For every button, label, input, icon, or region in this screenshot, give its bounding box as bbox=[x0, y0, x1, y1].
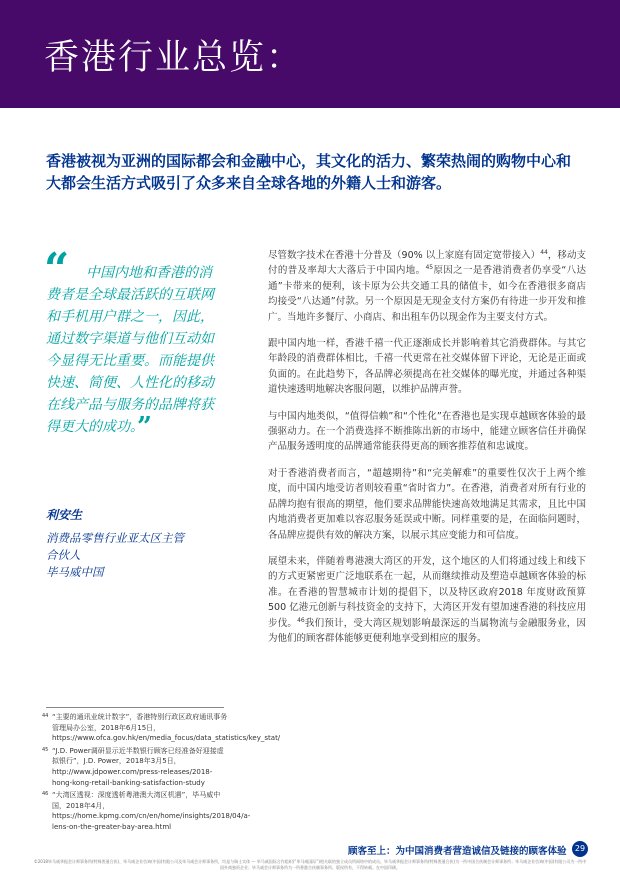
pull-quote-text: 中国内地和香港的消费者是全球最活跃的互联网和手机用户群之一，因此，通过数字渠道与他们互动如今显得无比重要。而能提供快速、简便、人性化的移动在线产品与服务的品牌将获得更大的成功。 bbox=[46, 265, 214, 435]
attribution-name: 利安生 bbox=[46, 508, 83, 522]
body-paragraph: 对于香港消费者而言，“超越期待”和“完美解难”的重要性仅次于上两个维度，而中国内地受访者则较看重“省时省力”。在香港，消费者对所有行业的品牌均抱有很高的期望，他们要求品牌能快速高效地满足其需求，且比中国内地消费者更加难以容忍服务延误或中断。同样重要的是，在面临问题时，各品牌应提供有效的解决方案，以展示其应变能力和可信度。 bbox=[268, 467, 586, 541]
body-paragraph bbox=[268, 248, 586, 325]
body-text-column bbox=[268, 248, 586, 657]
footnote-ref[interactable]: 44 bbox=[540, 248, 548, 256]
body-text: 尽管数字技术在香港十分普及（90% 以上家庭有固定宽带接入） bbox=[268, 250, 541, 261]
running-footer-title: 顾客至上：为中国消费者营造诚信及链接的顾客体验 bbox=[348, 846, 567, 857]
footnote-number: 46 bbox=[42, 791, 49, 798]
footnote-text[interactable]: “大湾区透视：深度透析粤港澳大湾区机遇”，毕马威中国，2018年4月，https://home.kpmg.com/cn/en/home/insights/2018/04/a-lens-on-the-greater-bay-area.html bbox=[52, 791, 251, 831]
footnote-ref[interactable]: 45 bbox=[425, 264, 434, 272]
footnote-text[interactable]: “J.D. Power调研显示近半数银行顾客已经准备好迎接虚拟银行”，J.D. Power，2018年3月5日，http://www.jdpower.com/press-releases/2018-hong-kong-retail-banking-satisfaction-study bbox=[52, 746, 224, 787]
footnote-item bbox=[42, 746, 230, 788]
body-text: 我们预计，受大湾区规划影响最深远的当属物流与金融服务业，因为他们的顾客群体能够更便利地享受到相应的服务。 bbox=[268, 617, 586, 644]
intro-paragraph: 香港被视为亚洲的国际都会和金融中心，其文化的活力、繁荣热闹的购物中心和大都会生活方式吸引了众多来自全球各地的外籍人士和游客。 bbox=[46, 152, 572, 192]
footnote-text[interactable]: “主要的通讯业统计数字”，香港特别行政区政府通讯事务管理局办公室，2018年6月15日，https://www.ofca.gov.hk/en/media_focus/data_statistics/key_stat/ bbox=[52, 713, 281, 743]
quote-attribution bbox=[46, 506, 226, 581]
body-paragraph: 跟中国内地一样，香港千禧一代正逐渐成长并影响着其它消费群体。与其它年龄段的消费群体相比，千禧一代更常在社交媒体留下评论，无论是正面或负面的。在此趋势下，各品牌必须提高在社交媒体的曝光度，并通过各种渠道快速透明地解决客服问题，以维护品牌声誉。 bbox=[268, 338, 586, 396]
attribution-company: 毕马威中国 bbox=[46, 565, 104, 579]
body-paragraph: 与中国内地类似，“值得信赖”和“个性化”在香港也是实现卓越顾客体验的最强驱动力。在一个消费选择不断推陈出新的市场中，能建立顾客信任并确保产品服务透明度的品牌通常能获得更高的顾客推荐值和忠诚度。 bbox=[268, 410, 586, 453]
footnote-ref[interactable]: 46 bbox=[297, 616, 305, 624]
footnotes bbox=[42, 712, 281, 835]
footnote-divider bbox=[46, 707, 224, 708]
footnote-item bbox=[42, 712, 281, 744]
body-text: ，移动支付的普及率却大大落后于中国内地。 bbox=[268, 250, 586, 277]
body-text: 展望未来，伴随着粤港澳大湾区的开发，这个地区的人们将通过线上和线下的方式更紧密更广泛地联系在一起，从而继续推动及塑造卓越顾客体验的标准。在香港的智慧城市计划的提倡下，以及特区政府2018 年度财政预算 500 亿港元创新与科技资金的支持下，大湾区开发有望加速香港的科技应用步伐。 bbox=[268, 555, 586, 629]
pull-quote bbox=[46, 262, 218, 442]
quote-open-mark: “ bbox=[44, 244, 70, 295]
attribution-title: 消费品零售行业亚太区主管 bbox=[46, 531, 184, 545]
footnote-item bbox=[42, 790, 251, 832]
page-title: 香港行业总览： bbox=[44, 38, 304, 78]
page-header-banner bbox=[0, 0, 620, 108]
body-text: 原因之一是香港消费者仍享受“八达通”卡带来的便利，该卡原为公共交通工具的储值卡，如今在香港很多商店均接受“八达通”付款。另一个原因是无现金支付方案仍有待进一步开发和推广。当地许多餐厅、小商店、和出租车仍以现金作为主要支付方式。 bbox=[268, 265, 586, 323]
page-number-badge: 29 bbox=[572, 841, 588, 857]
attribution-role: 合伙人 bbox=[46, 548, 81, 562]
quote-close-mark: ” bbox=[137, 412, 152, 442]
legal-notice: ©2018毕马威华振会计师事务所(特殊普通合伙)、毕马威企业咨询(中国)有限公司及毕马威会计师事务所，均是与瑞士实体 — 毕马威国际合作组织(“毕马威国际”)相关联的独立成员所网络中的成员。毕马威华振会计师事务所(特殊普通合伙)为一所中国合伙制会计师事务所；毕马威企业咨询(中国)有限公司为一所中国外商独资企业；毕马威会计师事务所为一所香港合伙制事务所。版权所有，不得转载。在中国印刷。 bbox=[33, 859, 587, 870]
footnote-number: 44 bbox=[42, 713, 49, 719]
footnote-number: 45 bbox=[42, 746, 49, 753]
body-paragraph bbox=[268, 554, 586, 646]
